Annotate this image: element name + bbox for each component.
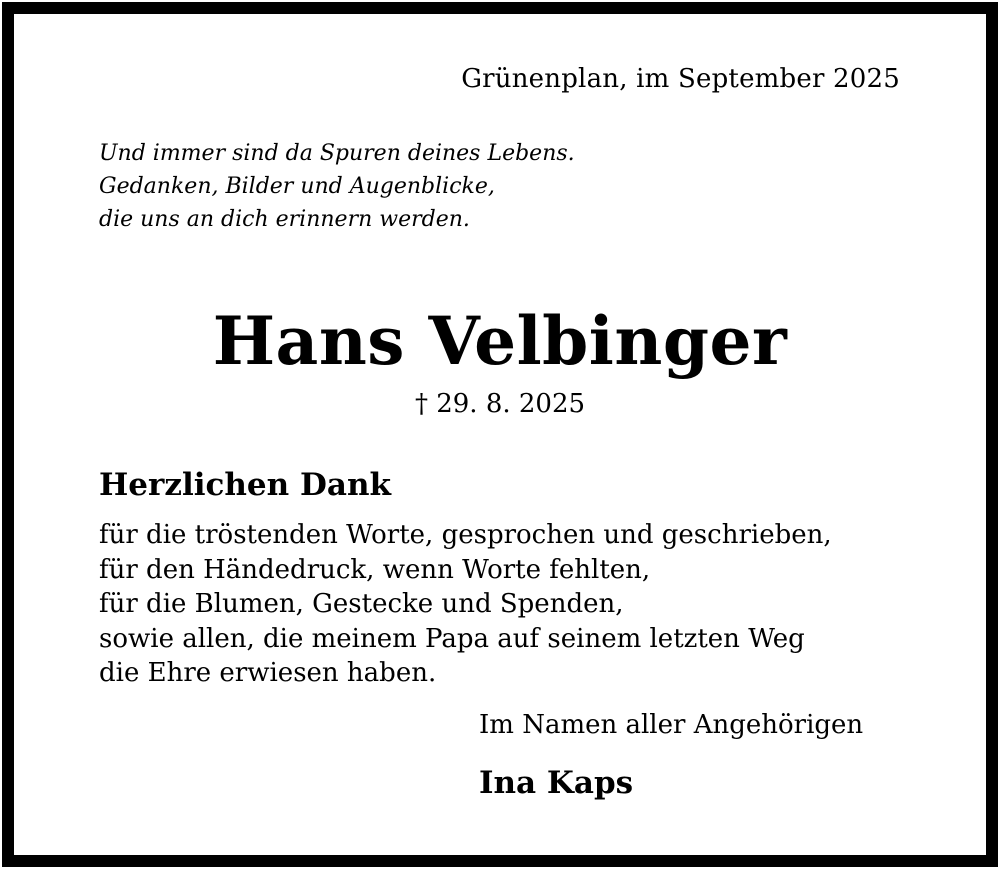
memorial-verse-line: Gedanken, Bilder und Augenblicke,: [99, 174, 495, 199]
date-of-death: † 29. 8. 2025: [414, 389, 586, 419]
thanks-text-line: für die tröstenden Worte, gesprochen und geschrieben,: [99, 520, 832, 550]
place-and-date: Grünenplan, im September 2025: [461, 64, 900, 94]
thanks-text-line: sowie allen, die meinem Papa auf seinem letzten Weg: [99, 623, 805, 654]
memorial-verse-line: Und immer sind da Spuren deines Lebens.: [99, 141, 575, 166]
thanks-text-line: die Ehre erwiesen haben.: [99, 658, 437, 688]
memorial-verse-line: die uns an dich erinnern werden.: [99, 207, 470, 232]
deceased-name: Hans Velbinger: [212, 302, 788, 380]
thanks-text: [99, 518, 832, 691]
on-behalf-of-relatives: Im Namen aller Angehörigen: [479, 710, 864, 740]
thanks-text-line: für die Blumen, Gestecke und Spenden,: [99, 589, 624, 619]
thanks-text-line: für den Händedruck, wenn Worte fehlten,: [99, 554, 651, 585]
thanks-heading: Herzlichen Dank: [99, 467, 391, 503]
signature-name: Ina Kaps: [479, 765, 634, 801]
memorial-verse: [99, 137, 575, 236]
